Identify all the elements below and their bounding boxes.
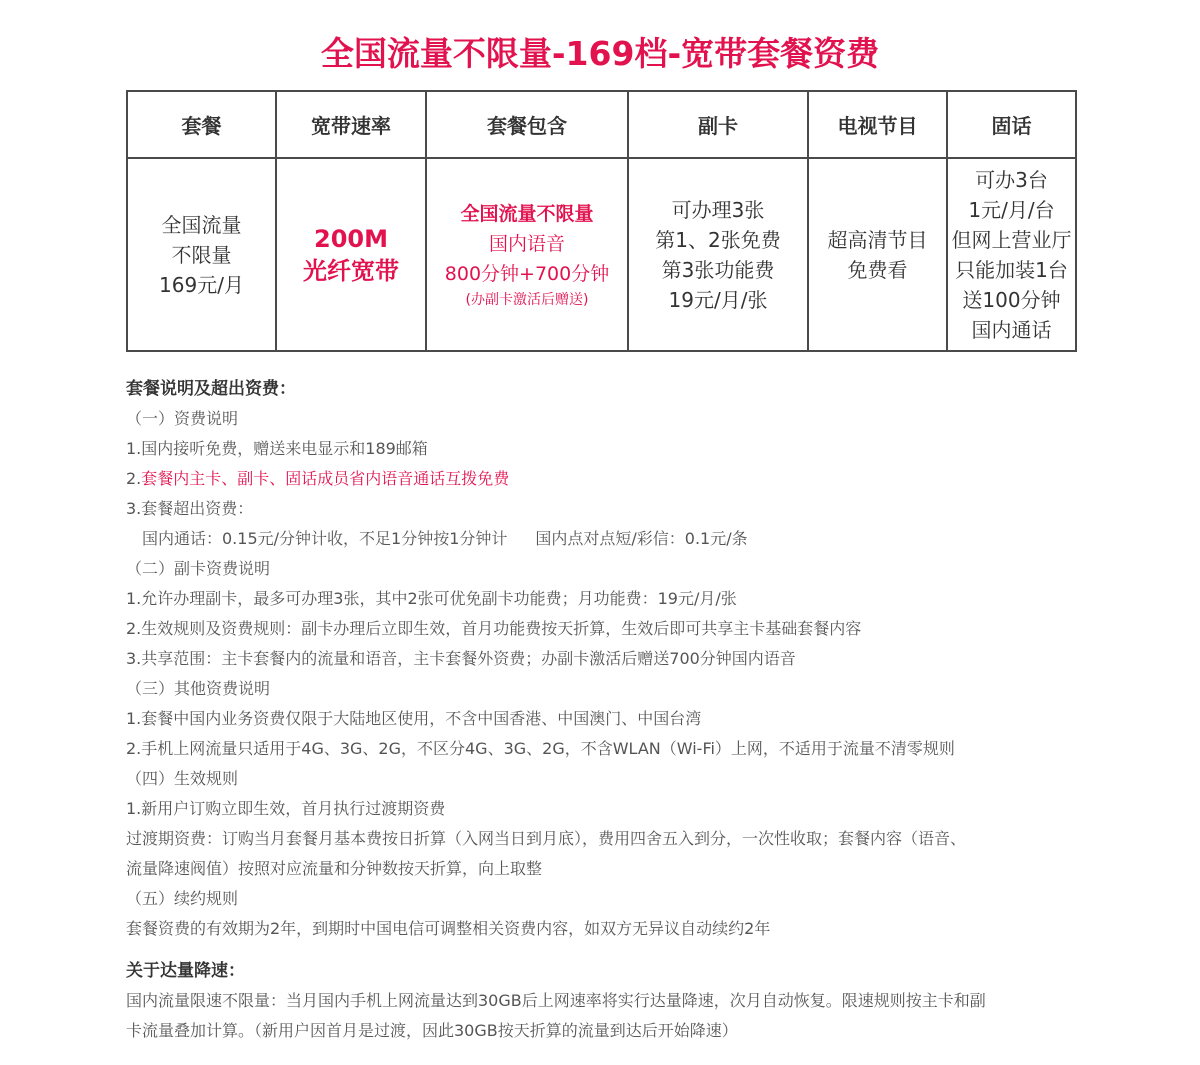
secondary-line: 第1、2张免费 — [655, 227, 781, 252]
cell-plan — [127, 158, 276, 351]
secondary-line: 可办理3张 — [671, 197, 765, 222]
page-title: 全国流量不限量-169档-宽带套餐资费 — [320, 34, 880, 73]
plan-line: 169元/月 — [159, 272, 244, 297]
landline-line: 1元/月/台 — [968, 197, 1055, 222]
note-item: 2.生效规则及资费规则：副卡办理后立即生效，首月功能费按天折算，生效后即可共享主卡基础套餐内容 — [126, 619, 862, 638]
note-item: 3.套餐超出资费： — [126, 499, 254, 518]
rate-sms: 国内点对点短/彩信：0.1元/条 — [535, 529, 748, 548]
cell-landline — [947, 158, 1076, 351]
includes-highlight: 全国流量不限量 — [460, 202, 594, 225]
landline-line: 只能加装1台 — [955, 257, 1068, 282]
note-item-text: 套餐内主卡、副卡、固话成员省内语音通话互拨免费 — [141, 469, 510, 488]
header-speed: 宽带速率 — [276, 91, 426, 158]
includes-line: 国内语音 — [488, 232, 565, 255]
speed-limit-line: 国内流量限速不限量：当月国内手机上网流量达到30GB后上网速率将实行达量降速，次月自动恢复。限速规则按主卡和副 — [126, 991, 986, 1010]
section-title: （三）其他资费说明 — [126, 679, 271, 698]
speed-limit-section — [126, 956, 1096, 1046]
section-title: （四）生效规则 — [126, 769, 239, 788]
header-landline: 固话 — [947, 91, 1076, 158]
note-item-number: 2. — [126, 469, 142, 488]
tv-line: 超高清节目 — [827, 227, 928, 252]
tv-line: 免费看 — [847, 257, 908, 282]
speed-line: 200M — [314, 224, 388, 253]
plan-table — [126, 90, 1077, 352]
table-row — [127, 158, 1076, 351]
table-header-row — [127, 91, 1076, 158]
note-item: 1.套餐中国内业务资费仅限于大陆地区使用，不含中国香港、中国澳门、中国台湾 — [126, 709, 702, 728]
cell-tv — [808, 158, 947, 351]
cell-includes — [426, 158, 628, 351]
note-item: 1.允许办理副卡，最多可办理3张，其中2张可优免副卡功能费；月功能费：19元/月/张 — [126, 589, 737, 608]
secondary-line: 第3张功能费 — [661, 257, 775, 282]
note-subitem — [126, 524, 1126, 554]
landline-line: 但网上营业厅 — [951, 227, 1072, 252]
section-title: （二）副卡资费说明 — [126, 559, 271, 578]
cell-speed — [276, 158, 426, 351]
header-secondary-card: 副卡 — [628, 91, 808, 158]
note-item: 2.手机上网流量只适用于4G、3G、2G，不区分4G、3G、2G，不含WLAN（Wi-Fi）上网，不适用于流量不清零规则 — [126, 739, 955, 758]
landline-line: 可办3台 — [975, 167, 1048, 192]
includes-line: 800分钟+700分钟 — [444, 262, 610, 285]
landline-line: 国内通话 — [971, 317, 1052, 342]
header-plan: 套餐 — [127, 91, 276, 158]
note-item-highlight — [126, 464, 1126, 494]
plan-line: 全国流量 — [161, 212, 242, 237]
plan-notes — [126, 374, 1126, 944]
speed-line: 光纤宽带 — [303, 256, 399, 285]
header-includes: 套餐包含 — [426, 91, 628, 158]
speed-limit-heading: 关于达量降速： — [126, 961, 245, 981]
section-title: （一）资费说明 — [126, 409, 239, 428]
note-item: 1.新用户订购立即生效，首月执行过渡期资费 — [126, 799, 446, 818]
speed-limit-line: 卡流量叠加计算。（新用户因首月是过渡，因此30GB按天折算的流量到达后开始降速） — [126, 1021, 738, 1040]
notes-heading: 套餐说明及超出资费： — [126, 379, 296, 399]
note-item: 3.共享范围：主卡套餐内的流量和语音，主卡套餐外资费；办副卡激活后赠送700分钟国内语音 — [126, 649, 796, 668]
note-item: 流量降速阀值）按照对应流量和分钟数按天折算，向上取整 — [126, 859, 543, 878]
cell-secondary-card — [628, 158, 808, 351]
note-item: 1.国内接听免费，赠送来电显示和189邮箱 — [126, 439, 428, 458]
secondary-line: 19元/月/张 — [668, 287, 768, 312]
landline-line: 送100分钟 — [962, 287, 1061, 312]
plan-line: 不限量 — [171, 242, 232, 267]
note-item: 过渡期资费：订购当月套餐月基本费按日折算（入网当日到月底），费用四舍五入到分，一次性收取；套餐内容（语音、 — [126, 829, 967, 848]
includes-note: (办副卡激活后赠送) — [465, 291, 589, 308]
header-tv: 电视节目 — [808, 91, 947, 158]
rate-voice: 国内通话：0.15元/分钟计收，不足1分钟按1分钟计 — [142, 529, 508, 548]
section-title: （五）续约规则 — [126, 889, 239, 908]
note-item: 套餐资费的有效期为2年，到期时中国电信可调整相关资费内容，如双方无异议自动续约2年 — [126, 919, 771, 938]
